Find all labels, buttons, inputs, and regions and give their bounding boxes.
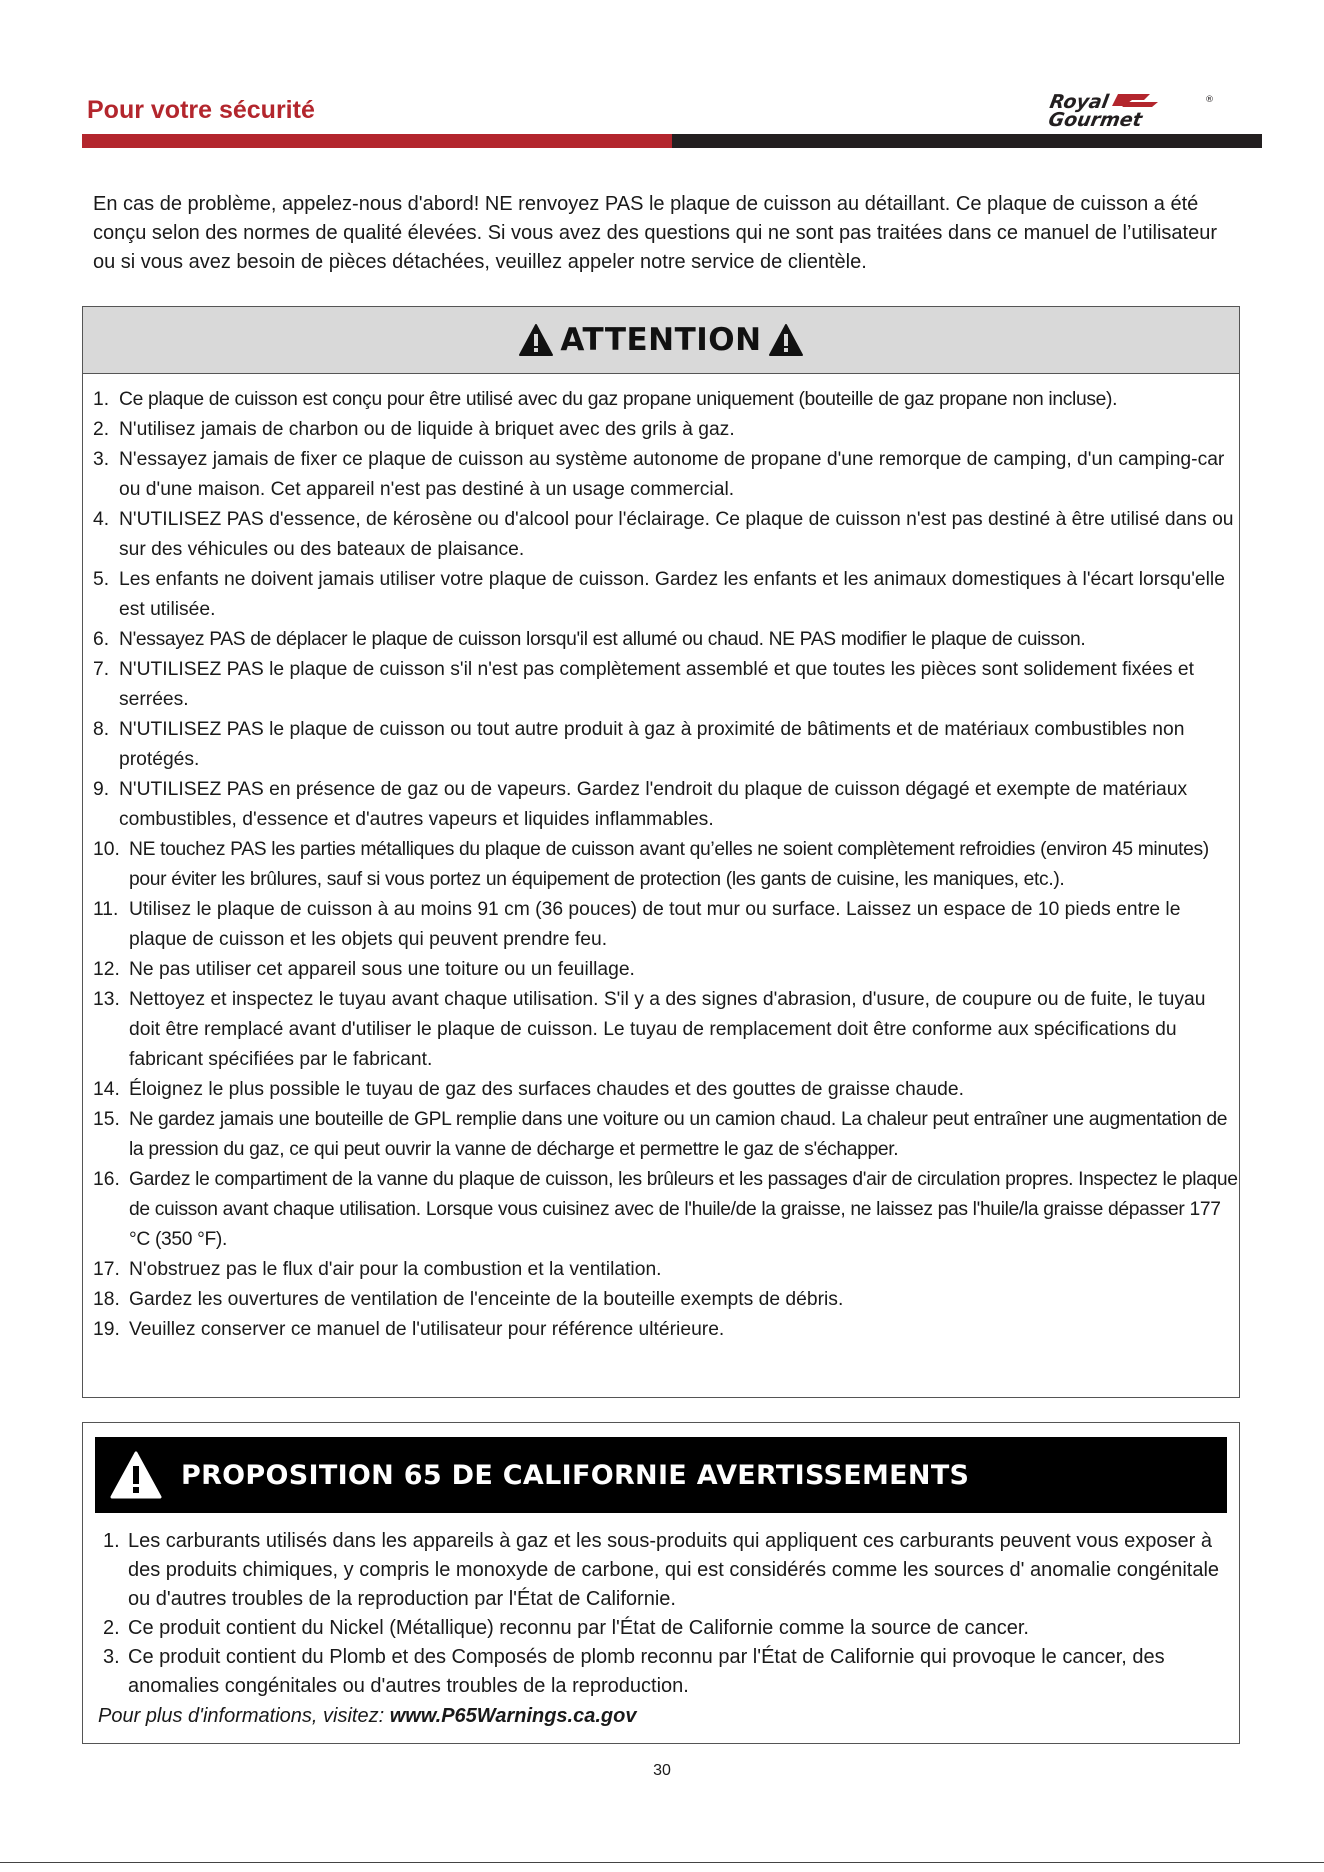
page-title: Pour votre sécurité	[87, 96, 315, 124]
list-item-text: Ce plaque de cuisson est conçu pour être utilisé avec du gaz propane uniquement (bouteille de gaz propane non incluse).	[119, 389, 1118, 410]
list-item	[93, 985, 1239, 1075]
list-item	[93, 775, 1239, 835]
list-item-number: 7.	[93, 659, 110, 680]
list-item-text: Gardez les ouvertures de ventilation de l'enceinte de la bouteille exempts de débris.	[129, 1289, 844, 1310]
list-item-number: 2.	[93, 419, 110, 440]
list-item-text: N'UTILISEZ PAS le plaque de cuisson s'il n'est pas complètement assemblé et que toutes les pièces sont solidement fixées et serrées.	[119, 659, 1194, 710]
list-item-number: 18.	[93, 1289, 120, 1310]
prop65-link[interactable]: www.P65Warnings.ca.gov	[389, 1705, 637, 1727]
list-item-number: 17.	[93, 1259, 120, 1280]
bottom-rule	[0, 1862, 1324, 1863]
list-item-text: Les carburants utilisés dans les appareils à gaz et les sous-produits qui appliquent ces carburants peuvent vous exposer à des produits chimiques, y compris le monoxyde de carbone, qui est considérés comme les sources d' anomalie congénitale ou d'autres troubles de la reproduction par l'État de Californie.	[128, 1530, 1220, 1610]
logo-registered-mark: ®	[1205, 95, 1214, 105]
list-item-number: 14.	[93, 1079, 120, 1100]
prop65-header	[95, 1437, 1227, 1513]
list-item	[93, 1255, 1239, 1285]
list-item-text: Éloignez le plus possible le tuyau de gaz des surfaces chaudes et des gouttes de graisse chaude.	[129, 1079, 964, 1100]
list-item	[93, 415, 1239, 445]
list-item	[93, 505, 1239, 565]
warning-triangle-icon	[518, 323, 554, 357]
prop65-footer	[98, 1705, 636, 1728]
logo-line1: Royal	[1047, 90, 1111, 113]
list-item	[93, 1315, 1239, 1345]
list-item-number: 15.	[93, 1109, 120, 1130]
list-item	[93, 385, 1239, 415]
list-item	[93, 625, 1239, 655]
list-item-number: 2.	[103, 1617, 120, 1639]
list-item-text: Les enfants ne doivent jamais utiliser votre plaque de cuisson. Gardez les enfants et les animaux domestiques à l'écart lorsqu'elle est utilisée.	[119, 569, 1225, 620]
list-item	[93, 1105, 1239, 1165]
list-item-number: 8.	[93, 719, 110, 740]
list-item-text: N'essayez jamais de fixer ce plaque de cuisson au système autonome de propane d'une remorque de camping, d'un camping-car ou d'une maison. Cet appareil n'est pas destiné à un usage commercial.	[119, 449, 1225, 500]
list-item	[93, 835, 1239, 895]
list-item-text: Ce produit contient du Nickel (Métallique) reconnu par l'État de Californie comme la source de cancer.	[128, 1617, 1029, 1639]
list-item	[93, 445, 1239, 505]
prop65-box	[82, 1422, 1240, 1744]
list-item-number: 9.	[93, 779, 110, 800]
list-item-text: Ne pas utiliser cet appareil sous une toiture ou un feuillage.	[129, 959, 635, 980]
list-item-number: 1.	[93, 389, 110, 410]
list-item-number: 13.	[93, 989, 120, 1010]
list-item-number: 10.	[93, 839, 120, 860]
attention-title: ATTENTION	[560, 322, 762, 358]
list-item-text: Utilisez le plaque de cuisson à au moins 91 cm (36 pouces) de tout mur ou surface. Laissez un espace de 10 pieds entre le plaque de cuisson et les objets qui peuvent prendre feu.	[129, 899, 1181, 950]
list-item-text: Nettoyez et inspectez le tuyau avant chaque utilisation. S'il y a des signes d'abrasion, d'usure, de coupure ou de fuite, le tuyau doit être remplacé avant d'utiliser le plaque de cuisson. Le tuyau de remplacement doit être conforme aux spécifications du fabricant spécifiées par le fabricant.	[129, 989, 1206, 1070]
list-item-number: 3.	[103, 1646, 120, 1668]
page-number: 30	[653, 1762, 671, 1779]
list-item	[93, 895, 1239, 955]
list-item-text: N'UTILISEZ PAS d'essence, de kérosène ou d'alcool pour l'éclairage. Ce plaque de cuisson n'est pas destiné à être utilisé dans ou sur des véhicules ou des bateaux de plaisance.	[119, 509, 1234, 560]
list-item	[103, 1527, 1233, 1614]
warning-triangle-icon	[109, 1450, 163, 1500]
warning-triangle-icon	[768, 323, 804, 357]
list-item	[93, 565, 1239, 625]
list-item-number: 19.	[93, 1319, 120, 1340]
list-item-text: Gardez le compartiment de la vanne du plaque de cuisson, les brûleurs et les passages d'air de circulation propres. Inspectez le plaque de cuisson avant chaque utilisation. Lorsque vous cuisinez avec de l'huile/de la graisse, ne laissez pas l'huile/la graisse dépasser 177 °C (350 °F).	[129, 1169, 1238, 1250]
list-item	[103, 1614, 1233, 1643]
list-item-text: Ne gardez jamais une bouteille de GPL remplie dans une voiture ou un camion chaud. La chaleur peut entraîner une augmentation de la pression du gaz, ce qui peut ouvrir la vanne de décharge et permettre le gaz de s'échapper.	[129, 1109, 1228, 1160]
header-bar	[82, 134, 1262, 148]
list-item	[93, 1285, 1239, 1315]
list-item	[93, 1075, 1239, 1105]
logo-line2: Gourmet	[1046, 108, 1145, 130]
list-item-number: 3.	[93, 449, 110, 470]
prop65-list	[103, 1527, 1233, 1701]
list-item-text: N'UTILISEZ PAS en présence de gaz ou de vapeurs. Gardez l'endroit du plaque de cuisson dégagé et exempte de matériaux combustibles, d'essence et d'autres vapeurs et liquides inflammables.	[119, 779, 1188, 830]
list-item-text: N'obstruez pas le flux d'air pour la combustion et la ventilation.	[129, 1259, 662, 1280]
list-item	[93, 1165, 1239, 1255]
list-item-number: 12.	[93, 959, 120, 980]
list-item-number: 5.	[93, 569, 110, 590]
attention-box	[82, 306, 1240, 1398]
attention-header	[83, 307, 1239, 374]
list-item-text: N'UTILISEZ PAS le plaque de cuisson ou tout autre produit à gaz à proximité de bâtiments et de matériaux combustibles non protégés.	[119, 719, 1185, 770]
list-item-text: N'utilisez jamais de charbon ou de liquide à briquet avec des grils à gaz.	[119, 419, 735, 440]
list-item-number: 6.	[93, 629, 110, 650]
list-item-text: Veuillez conserver ce manuel de l'utilisateur pour référence ultérieure.	[129, 1319, 725, 1340]
list-item-number: 11.	[93, 899, 119, 920]
attention-list	[93, 385, 1239, 1345]
prop65-footer-prefix: Pour plus d'informations, visitez:	[98, 1705, 385, 1727]
list-item-number: 4.	[93, 509, 110, 530]
list-item	[93, 955, 1239, 985]
royal-gourmet-logo	[1040, 90, 1240, 130]
list-item	[103, 1643, 1233, 1701]
list-item-text: NE touchez PAS les parties métalliques du plaque de cuisson avant qu’elles ne soient complètement refroidies (environ 45 minutes) pour éviter les brûlures, sauf si vous portez un équipement de protection (les gants de cuisine, les maniques, etc.).	[129, 839, 1209, 890]
list-item-number: 1.	[103, 1530, 120, 1552]
list-item	[93, 715, 1239, 775]
list-item-text: N'essayez PAS de déplacer le plaque de cuisson lorsqu'il est allumé ou chaud. NE PAS modifier le plaque de cuisson.	[119, 629, 1086, 650]
list-item	[93, 655, 1239, 715]
intro-paragraph: En cas de problème, appelez-nous d'abord! NE renvoyez PAS le plaque de cuisson au détaillant. Ce plaque de cuisson a été conçu selon des normes de qualité élevées. Si vous avez des questions qui ne sont pas traitées dans ce manuel de l’utilisateur ou si vous avez besoin de pièces détachées, veuillez appeler notre service de clientèle.	[93, 193, 1218, 273]
list-item-number: 16.	[93, 1169, 120, 1190]
list-item-text: Ce produit contient du Plomb et des Composés de plomb reconnu par l'État de Californie qui provoque le cancer, des anomalies congénitales ou d'autres troubles de la reproduction.	[128, 1646, 1165, 1697]
prop65-title: PROPOSITION 65 DE CALIFORNIE AVERTISSEMENTS	[181, 1459, 970, 1491]
